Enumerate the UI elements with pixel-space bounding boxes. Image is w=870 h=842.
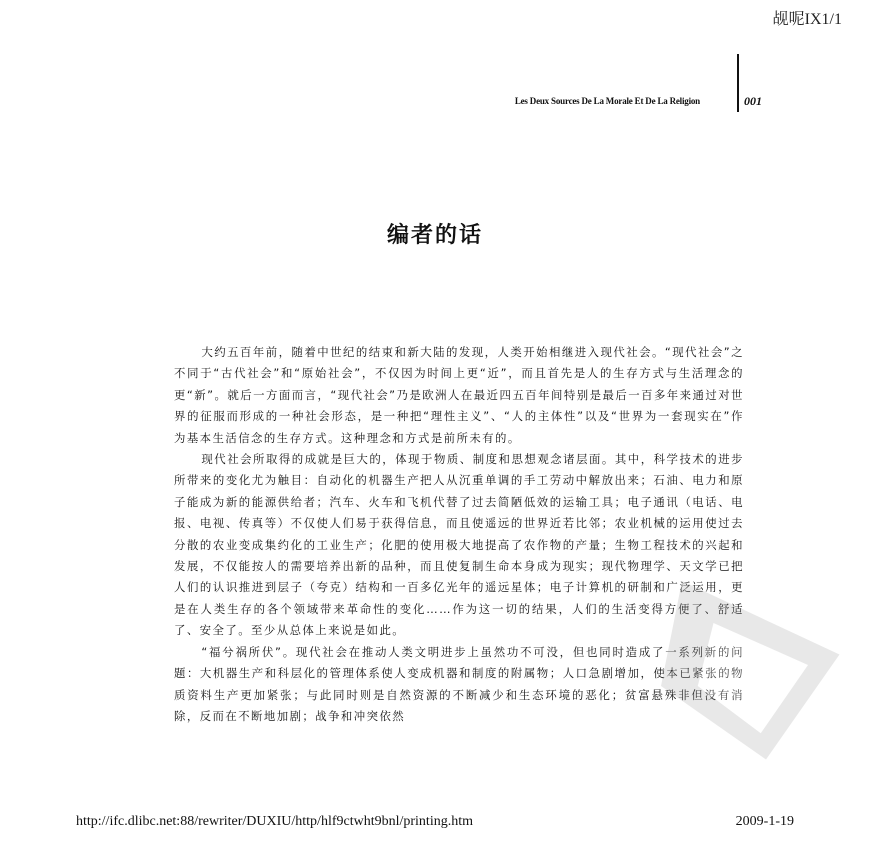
paragraph: 现代社会所取得的成就是巨大的，体现于物质、制度和思想观念诸层面。其中，科学技术的进步所带来的变化尤为触目：自动化的机器生产把人从沉重单调的手工劳动中解放出来；石油、电力和原子能成为新的能源供给者；汽车、火车和飞机代替了过去简陋低效的运输工具；电子通讯（电话、电报、电视、传真等）不仅使人们易于获得信息，而且使遥远的世界近若比邻；农业机械的运用使过去分散的农业变成集约化的工业生产；化肥的使用极大地提高了农作物的产量；生物工程技术的兴起和发展，不仅能按人的需要培养出新的品种，而且使复制生命本身成为现实；现代物理学、天文学已把人们的认识推进到层子（夸克）结构和一百多亿光年的遥远星体；电子计算机的研制和广泛运用，更是在人类生存的各个领域带来革命性的变化……作为这一切的结果，人们的生活变得方便了、舒适了、安全了。至少从总体上来说是如此。 — [174, 452, 744, 638]
chapter-title: 编者的话 — [386, 223, 483, 248]
footer-url: http://ifc.dlibc.net:88/rewriter/DUXIU/http/hlf9ctwht9bnl/printing.htm — [76, 814, 473, 829]
page-marker: 觇呢IX1/1 — [772, 11, 842, 28]
paragraph: “福兮祸所伏”。现代社会在推动人类文明进步上虽然功不可没，但也同时造成了一系列新的问题：大机器生产和科层化的管理体系使人变成机器和制度的附属物；人口急剧增加，使本已紧张的物质资料生产更加紧张；与此同时则是自然资源的不断减少和生态环境的恶化；贫富悬殊非但没有消除，反而在不断地加剧；战争和冲突依然 — [174, 644, 744, 723]
header-page-number: 001 — [744, 94, 762, 108]
paragraph: 大约五百年前，随着中世纪的结束和新大陆的发现，人类开始相继进入现代社会。“现代社会”之不同于“古代社会”和“原始社会”，不仅因为时间上更“近”，而且首先是人的生存方式与生活理念的更“新”。就后一方面而言，“现代社会”乃是欧洲人在最近四五百年间特别是最后一百多年来通过对世界的征服而形成的一种社会形态，是一种把“理性主义”、“人的主体性”以及“世界为一套现实在”作为基本生活信念的生存方式。这种理念和方式是前所未有的。 — [174, 345, 744, 445]
footer-date: 2009-1-19 — [735, 814, 794, 829]
header-divider — [737, 54, 739, 112]
body-text — [174, 342, 744, 727]
running-header: Les Deux Sources De La Morale Et De La Religion — [514, 96, 700, 106]
